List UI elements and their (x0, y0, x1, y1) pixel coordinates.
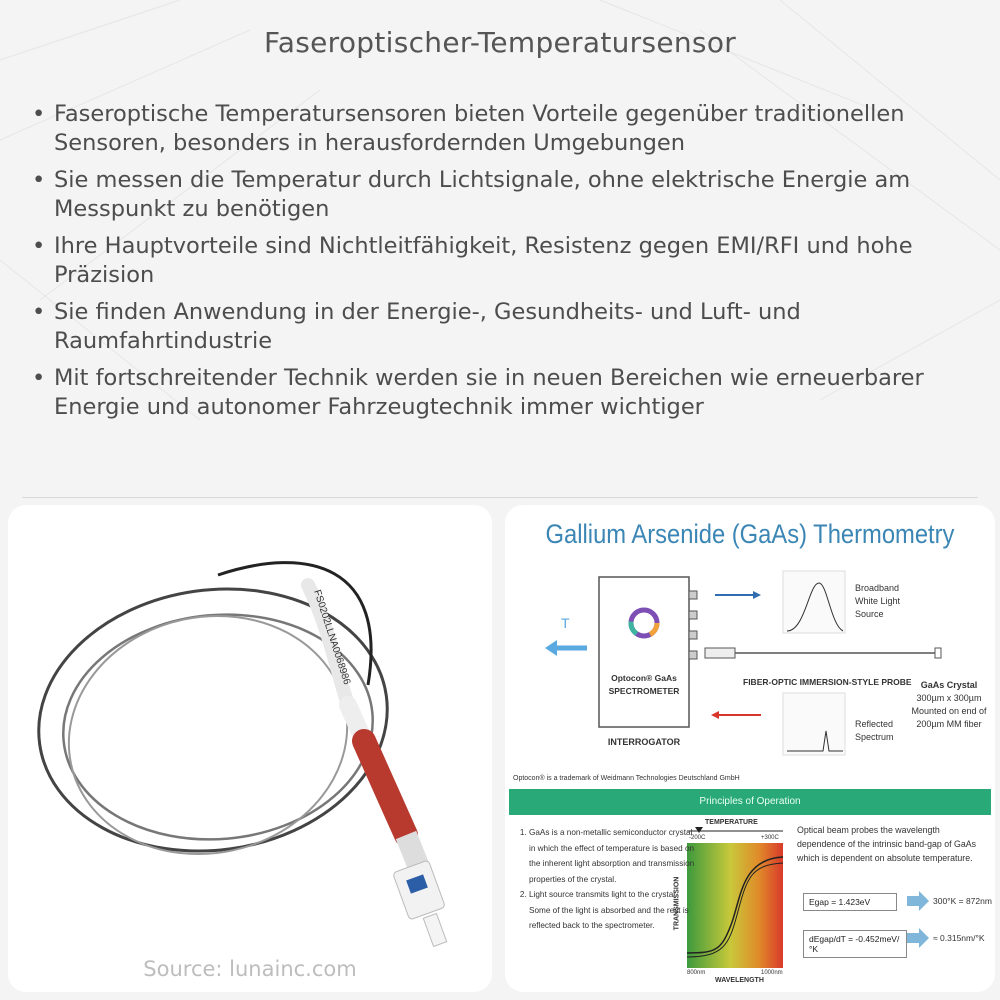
principles-header: Principles of Operation (509, 789, 991, 815)
equation-slope-result: ≈ 0.315nm/°K (933, 933, 985, 943)
crystal-label: GaAs Crystal 300µm x 300µm Mounted on end of 200µm MM fiber (911, 680, 987, 729)
device-name: SPECTROMETER (608, 686, 680, 696)
spectrometer-box (599, 577, 689, 727)
graph-temperature-label: TEMPERATURE (705, 819, 758, 826)
page-title: Faseroptischer-Temperatursensor (263, 26, 737, 59)
device-brand: Optocon® GaAs (611, 673, 677, 683)
bullet-item: • Sie finden Anwendung in der Energie-, Gesundheits- und Luft- und Raumfahrtindustrie (32, 298, 962, 356)
graph-x-low: 800nm (687, 970, 706, 976)
broadband-label: Broadband White Light Source (855, 583, 901, 619)
graph-t-high: +300C (761, 835, 779, 841)
sensor-photo-card (8, 505, 492, 992)
gaas-diagram-card (505, 505, 995, 992)
principle-item: 1. GaAs is a non-metallic semiconductor crystal in which the effect of temperature is based on the inherent light absorption and transmission properties of the crystal. (529, 825, 699, 887)
equation-slope: dEgap/dT = -0.452meV/°K (803, 930, 907, 958)
equation-band-gap: Egap = 1.423eV (803, 893, 897, 911)
bullet-item: • Faseroptische Temperatursensoren bieten Vorteile gegenüber traditionellen Sensoren, besonders in herausfordernden Umgebungen (32, 100, 962, 158)
fiber-label: FS0202LLNA0068986 (311, 588, 353, 687)
temperature-output-label: T (561, 615, 570, 631)
graph-x-high: 1000nm (761, 970, 783, 976)
interrogator-label: INTERROGATOR (607, 737, 681, 747)
bullet-list (32, 100, 962, 430)
fiber-sensor-illustration (8, 505, 492, 992)
graph-t-low: -200C (689, 835, 706, 841)
principles-list (511, 825, 699, 934)
bullet-item: • Sie messen die Temperatur durch Lichtsignale, ohne elektrische Energie am Messpunkt zu benötigen (32, 166, 962, 224)
image-source: Source: lunainc.com (143, 957, 357, 981)
reflected-spectrum-label: Reflected Spectrum (855, 719, 894, 742)
diagram-title: Gallium Arsenide (GaAs) Thermometry (545, 519, 955, 549)
trademark-note: Optocon® is a trademark of Weidmann Technologies Deutschland GmbH (513, 775, 740, 782)
graph-y-label: TRANSMISSION (673, 876, 681, 931)
bullet-item: • Mit fortschreitender Technik werden sie in neuen Bereichen wie erneuerbarer Energie und autonomer Fahrzeugtechnik immer wichtiger (32, 364, 962, 422)
bullet-item: • Ihre Hauptvorteile sind Nichtleitfähigkeit, Resistenz gegen EMI/RFI und hohe Präzision (32, 232, 962, 290)
graph-x-label: WAVELENGTH (715, 977, 764, 984)
section-divider (22, 497, 978, 498)
probe-label: FIBER-OPTIC IMMERSION-STYLE PROBE (743, 677, 912, 687)
equation-band-gap-result: 300°K = 872nm (933, 896, 992, 906)
principle-item: 2. Light source transmits light to the crystal. Some of the light is absorbed and the rest is reflected back to the spectrometer. (529, 887, 699, 934)
operation-description: Optical beam probes the wavelength dependence of the intrinsic band-gap of GaAs which is dependent on absolute temperature. (797, 825, 976, 863)
transmission-graph (687, 843, 783, 968)
